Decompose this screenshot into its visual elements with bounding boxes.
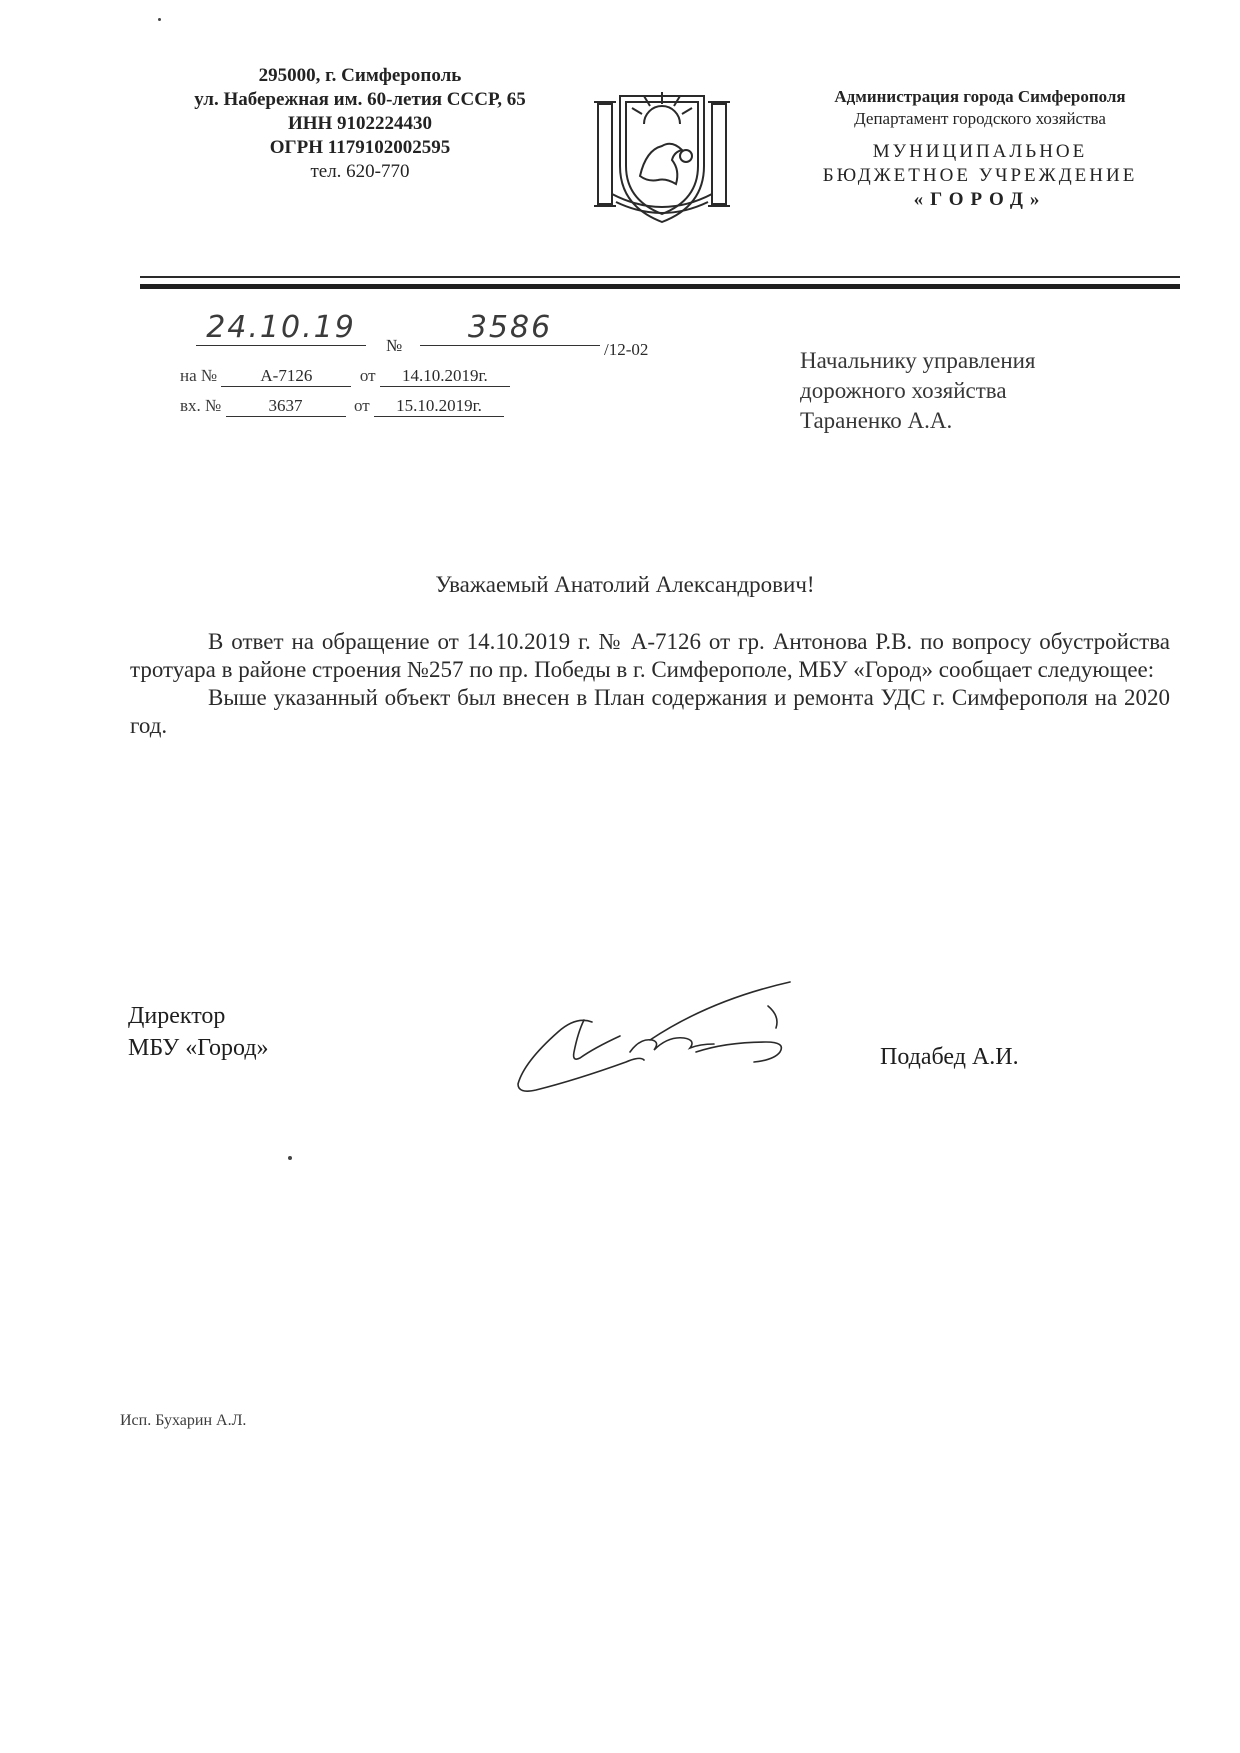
sender-inn: ИНН 9102224430: [287, 113, 433, 134]
reference-line: на № А-7126 от 14.10.2019г.: [180, 366, 510, 387]
scan-speck: [158, 18, 161, 21]
signatory-position-line2: МБУ «Город»: [128, 1035, 269, 1061]
signatory-position: [128, 1000, 428, 1064]
executor-name: Исп. Бухарин А.Л.: [120, 1412, 247, 1429]
reference-number: А-7126: [221, 366, 351, 387]
doc-index: /12-02: [604, 340, 649, 359]
sender-details: [130, 64, 590, 184]
letter-body: [130, 628, 1170, 740]
body-paragraph-2: Выше указанный объект был внесен в План содержания и ремонта УДС г. Симферополя на 2020 год.: [130, 685, 1170, 738]
body-paragraph-1: В ответ на обращение от 14.10.2019 г. № А-7126 от гр. Антонова Р.В. по вопросу обустройства тротуара в районе строения №257 по пр. Победы в г. Симферополе, МБУ «Город» сообщает следующее:: [130, 629, 1170, 682]
org-line1: МУНИЦИПАЛЬНОЕ: [872, 141, 1088, 162]
sender-phone: тел. 620-770: [310, 161, 410, 182]
salutation: Уважаемый Анатолий Александрович!: [435, 572, 815, 597]
header-divider-thin: [140, 276, 1180, 278]
reference-date: 14.10.2019г.: [380, 366, 510, 387]
scan-speck: [288, 1156, 292, 1160]
incoming-number: 3637: [226, 396, 346, 417]
addressee-line3: Тараненко А.А.: [800, 408, 953, 433]
doc-number: 3586: [420, 310, 600, 346]
signatory-name: Подабед А.И.: [880, 1044, 1019, 1070]
sender-ogrn: ОГРН 1179102002595: [269, 137, 451, 158]
doc-date: 24.10.19: [196, 310, 366, 346]
admin-name: Администрация города Симферополя: [834, 87, 1126, 106]
header-divider-thick: [140, 284, 1180, 289]
doc-number-label: №: [386, 336, 403, 355]
coat-of-arms-icon: [592, 76, 732, 226]
sender-postal: 295000, г. Симферополь: [258, 65, 462, 86]
org-name: «ГОРОД»: [913, 189, 1047, 210]
addressee-line2: дорожного хозяйства: [800, 378, 1007, 403]
addressee-block: [800, 346, 1200, 436]
org-line2: БЮДЖЕТНОЕ УЧРЕЖДЕНИЕ: [822, 165, 1138, 186]
incoming-line: вх. № 3637 от 15.10.2019г.: [180, 396, 504, 417]
recipient-org-header: [760, 86, 1200, 212]
signatory-position-line1: Директор: [128, 1003, 226, 1029]
sender-street: ул. Набережная им. 60-летия СССР, 65: [194, 89, 526, 110]
addressee-line1: Начальнику управления: [800, 348, 1036, 373]
handwritten-signature-icon: [500, 970, 840, 1100]
incoming-date: 15.10.2019г.: [374, 396, 504, 417]
department-name: Департамент городского хозяйства: [854, 109, 1106, 128]
